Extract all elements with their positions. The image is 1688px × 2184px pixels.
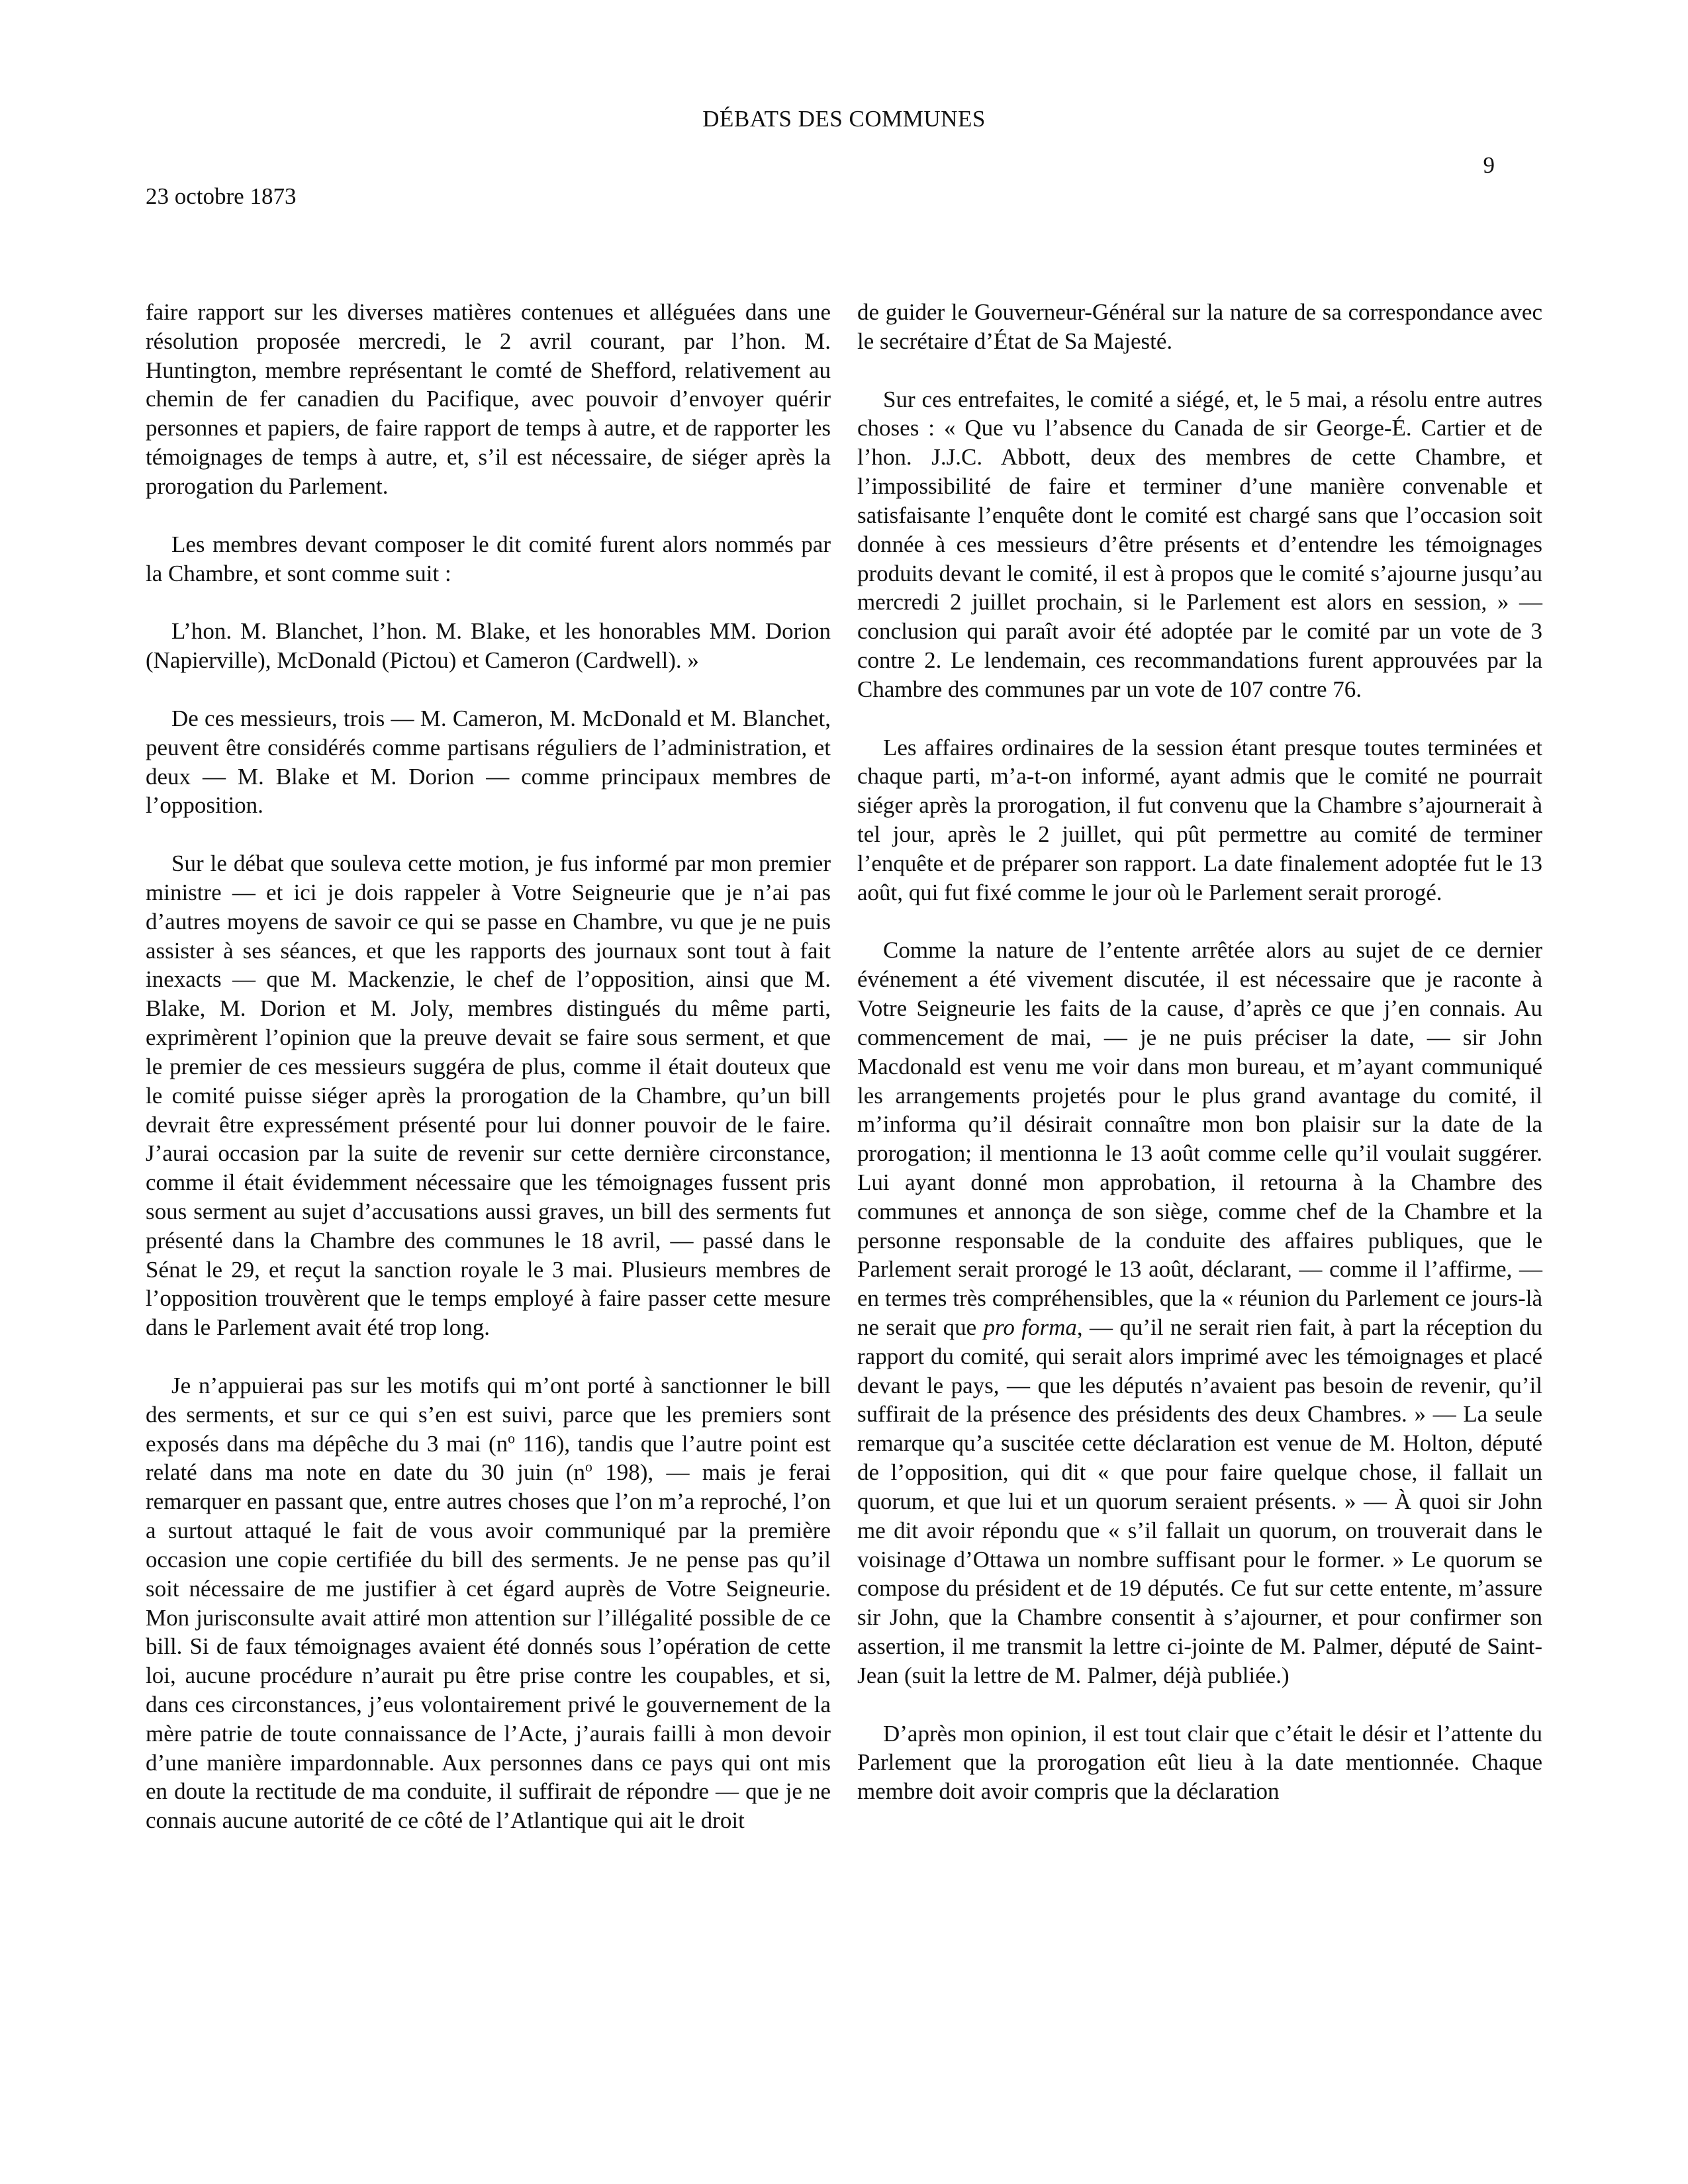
page-date: 23 octobre 1873: [146, 183, 297, 209]
running-title: DÉBATS DES COMMUNES: [702, 106, 986, 132]
paragraph: faire rapport sur les diverses matières contenues et alléguées dans une résolution proposée mercredi, le 2 avril courant, par l’hon. M. Huntington, membre représentant le comté de Shefford, relativement au chemin de fer canadien du Pacifique, avec pouvoir d’envoyer quérir personnes et papiers, de faire rapport de temps à autre, et de rapporter les témoignages de temps à autre, et, s’il est nécessaire, de siéger après la prorogation du Parlement.: [146, 299, 831, 499]
superscript: o: [508, 1430, 515, 1446]
superscript: o: [585, 1459, 592, 1475]
text-run: 116), tandis que l’autre point est relaté dans ma note en date du 30 juin (n: [146, 1430, 831, 1486]
paragraph: [146, 1371, 831, 1835]
paragraph: Les affaires ordinaires de la session étant presque toutes terminées et chaque parti, m’a-t-on informé, ayant admis que le comité ne pourrait siéger après la prorogation, il fut convenu que la Chambre s’ajournerait à tel jour, après le 2 juillet, qui pût permettre au comité de terminer l’enquête et de préparer son rapport. La date finalement adoptée fut le 13 août, qui fut fixé comme le jour où le Parlement serait prorogé.: [857, 734, 1542, 905]
left-column: [146, 298, 831, 1835]
paragraph: [857, 936, 1542, 1690]
paragraph: Sur ces entrefaites, le comité a siégé, et, le 5 mai, a résolu entre autres choses : « Que vu l’absence du Canada de sir George-É. Cartier et de l’hon. J.J.C. Abbott, deux des membres de cette Chambre, et l’impossibilité de faire et terminer d’une manière convenable et satisfaisante l’enquête dont le comité est chargé sans que l’occasion soit donnée à ces messieurs d’être présents et d’entendre les témoignages produits devant le comité, il est à propos que le comité s’ajourne jusqu’au mercredi 2 juillet prochain, si le Parlement est alors en session, » — conclusion qui paraît avoir été adoptée par le comité par un vote de 3 contre 2. Le lendemain, ces recommandations furent approuvées par la Chambre des communes par un vote de 107 contre 76.: [857, 386, 1542, 702]
text-run: Comme la nature de l’entente arrêtée alors au sujet de ce dernier événement a été vivement discutée, il est nécessaire que je raconte à Votre Seigneurie les faits de la cause, d’après ce que j’en connais. Au commencement de mai, — je ne puis préciser la date, — sir John Macdonald est venu me voir dans mon bureau, et m’ayant communiqué les arrangements projetés pour le plus grand avantage du comité, il m’informa qu’il désirait connaître mon bon plaisir sur la date de la prorogation; il mentionna le 13 août comme celle qu’il voulait suggérer. Lui ayant donné mon approbation, il retourna à la Chambre des communes et annonça de son siège, comme chef de la Chambre et la personne responsable de la conduite des affaires publiques, que le Parlement serait prorogé le 13 août, déclarant, — comme il l’affirme, — en termes très compréhensibles, que la « réunion du Parlement ce jours-là ne serait que: [857, 937, 1542, 1340]
page-number: 9: [1483, 152, 1495, 178]
text-run: Je n’appuierai pas sur les motifs qui m’ont porté à sanctionner le bill des serments, et sur ce qui s’en est suivi, parce que les premiers sont exposés dans ma dépêche du 3 mai (n: [146, 1373, 831, 1457]
italic-text: pro forma: [983, 1314, 1077, 1340]
paragraph: de guider le Gouverneur-Général sur la nature de sa correspondance avec le secrétaire d’État de Sa Majesté.: [857, 299, 1542, 354]
right-column: [857, 298, 1542, 1806]
paragraph: L’hon. M. Blanchet, l’hon. M. Blake, et les honorables MM. Dorion (Napierville), McDonald (Pictou) et Cameron (Cardwell). »: [146, 618, 831, 674]
paragraph: De ces messieurs, trois — M. Cameron, M. McDonald et M. Blanchet, peuvent être considérés comme partisans réguliers de l’administration, et deux — M. Blake et M. Dorion — comme principaux membres de l’opposition.: [146, 705, 831, 819]
text-run: 198), — mais je ferai remarquer en passant que, entre autres choses que l’on m’a reproché, l’on a surtout attaqué le fait de vous avoir communiqué par la première occasion une copie certifiée du bill des serments. Je ne pense pas qu’il soit nécessaire de me justifier à cet égard auprès de Votre Seigneurie. Mon jurisconsulte avait attiré mon attention sur l’illégalité possible de ce bill. Si de faux témoignages avaient été donnés sous l’opération de cette loi, aucune procédure n’aurait pu être prise contre les coupables, et si, dans ces circonstances, j’eus volontairement privé le gouvernement de la mère patrie de toute connaissance de l’Acte, j’aurais failli à mon devoir d’une manière impardonnable. Aux personnes dans ce pays qui ont mis en doute la rectitude de ma conduite, il suffirait de répondre — que je ne connais aucune autorité de ce côté de l’Atlantique qui ait le droit: [146, 1459, 831, 1834]
paragraph: Sur le débat que souleva cette motion, je fus informé par mon premier ministre — et ici je dois rappeler à Votre Seigneurie que je n’ai pas d’autres moyens de savoir ce qui se passe en Chambre, vu que je ne puis assister à ses séances, et que les rapports des journaux sont tout à fait inexacts — que M. Mackenzie, le chef de l’opposition, ainsi que M. Blake, M. Dorion et M. Joly, membres distingués du même parti, exprimèrent l’opinion que la preuve devait se faire sous serment, et que le premier de ces messieurs suggéra de plus, comme il était douteux que le comité puisse siéger après la prorogation de la Chambre, qu’un bill devrait être expressément présenté pour lui donner pouvoir de le faire. J’aurai occasion par la suite de revenir sur cette dernière circonstance, comme il était évidemment nécessaire que les témoignages fussent pris sous serment au sujet d’accusations aussi graves, un bill des serments fut présenté dans la Chambre des communes le 18 avril, — passé dans le Sénat le 29, et reçut la sanction royale le 3 mai. Plusieurs membres de l’opposition trouvèrent que le temps employé à faire passer cette mesure dans le Parlement avait été trop long.: [146, 850, 831, 1341]
text-run: , — qu’il ne serait rien fait, à part la réception du rapport du comité, qui serait alors imprimé avec les témoignages et placé devant le pays, — que les députés n’avaient pas besoin de revenir, qu’il suffirait de la présence des présidents des deux Chambres. » — La seule remarque qu’a suscitée cette déclaration est venue de M. Holton, député de l’opposition, qui dit « que pour faire quelque chose, il fallait un quorum, et que lui et un quorum seraient présents. » — À quoi sir John me dit avoir répondu que « s’il fallait un quorum, on trouverait dans le voisinage d’Ottawa un nombre suffisant pour le former. » Le quorum se compose du président et de 19 députés. Ce fut sur cette entente, m’assure sir John, que la Chambre consentit à s’ajourner, et pour confirmer son assertion, il me transmit la lettre ci-jointe de M. Palmer, député de Saint-Jean (suit la lettre de M. Palmer, déjà publiée.): [857, 1314, 1542, 1688]
paragraph: Les membres devant composer le dit comité furent alors nommés par la Chambre, et sont comme suit :: [146, 531, 831, 586]
paragraph: D’après mon opinion, il est tout clair que c’était le désir et l’attente du Parlement que la prorogation eût lieu à la date mentionnée. Chaque membre doit avoir compris que la déclaration: [857, 1720, 1542, 1805]
